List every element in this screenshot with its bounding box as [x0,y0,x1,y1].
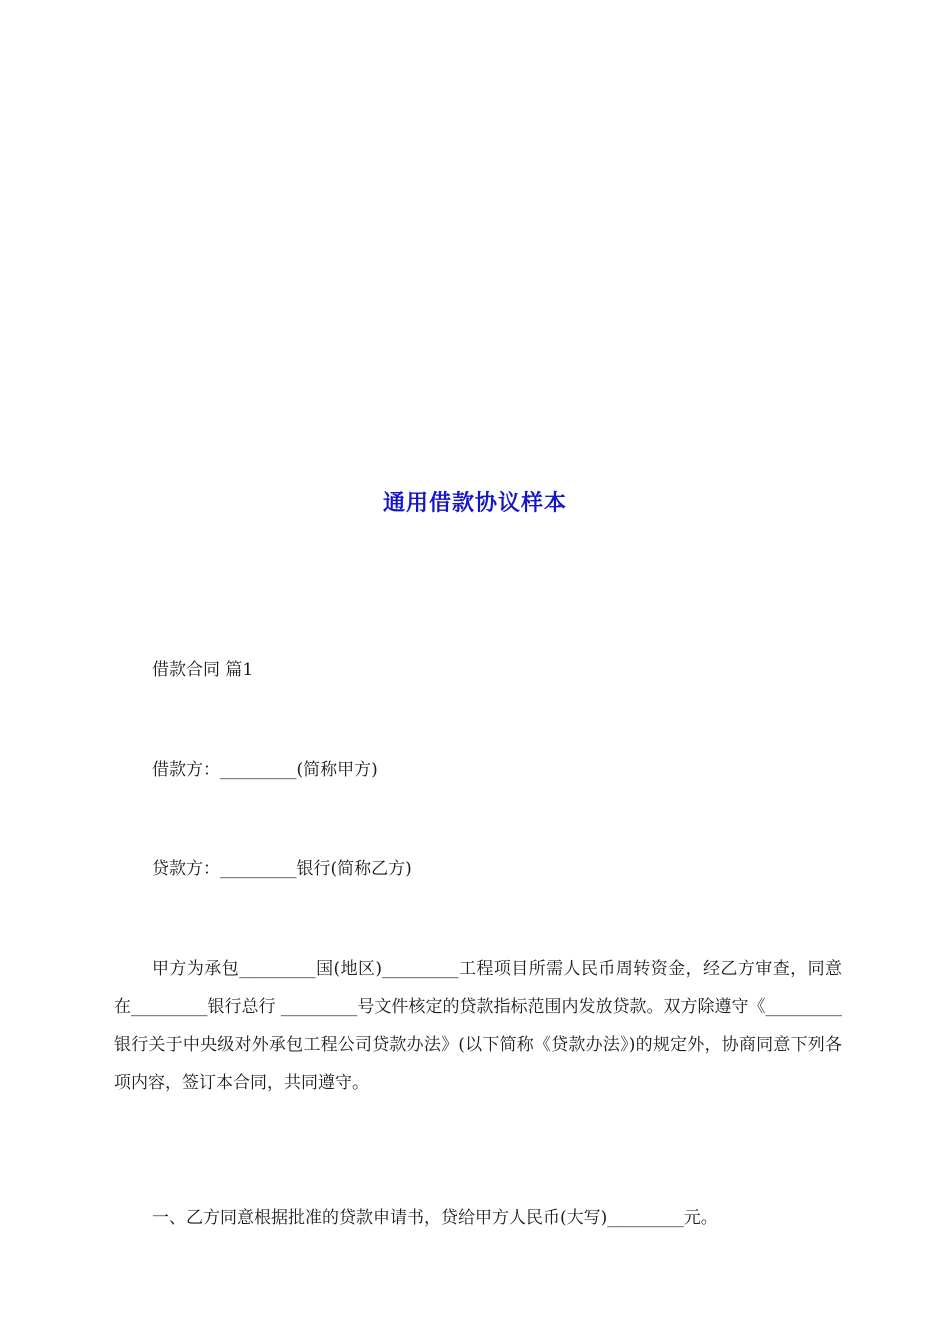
lender-line: 贷款方：_________银行(简称乙方) [152,859,412,879]
document-title: 通用借款协议样本 [382,491,567,516]
borrower-line: 借款方：_________(简称甲方) [152,760,378,780]
intro-paragraph: 甲方为承包_________国(地区)_________工程项目所需人民币周转资金，经乙方审查，同意在_________银行总行 _________号文件核定的贷款指标范围内发放贷款。双方除遵守《_________银行关于中央级对外承包工程公司贷款办法》(以下简称《贷款办法》)的规定外，协商同意下列各项内容，签订本合同，共同遵守。 [114,959,842,1093]
clause-1: 一、乙方同意根据批准的贷款申请书，贷给甲方人民币(大写)_________元。 [152,1208,718,1228]
section-heading: 借款合同 篇1 [152,660,254,680]
